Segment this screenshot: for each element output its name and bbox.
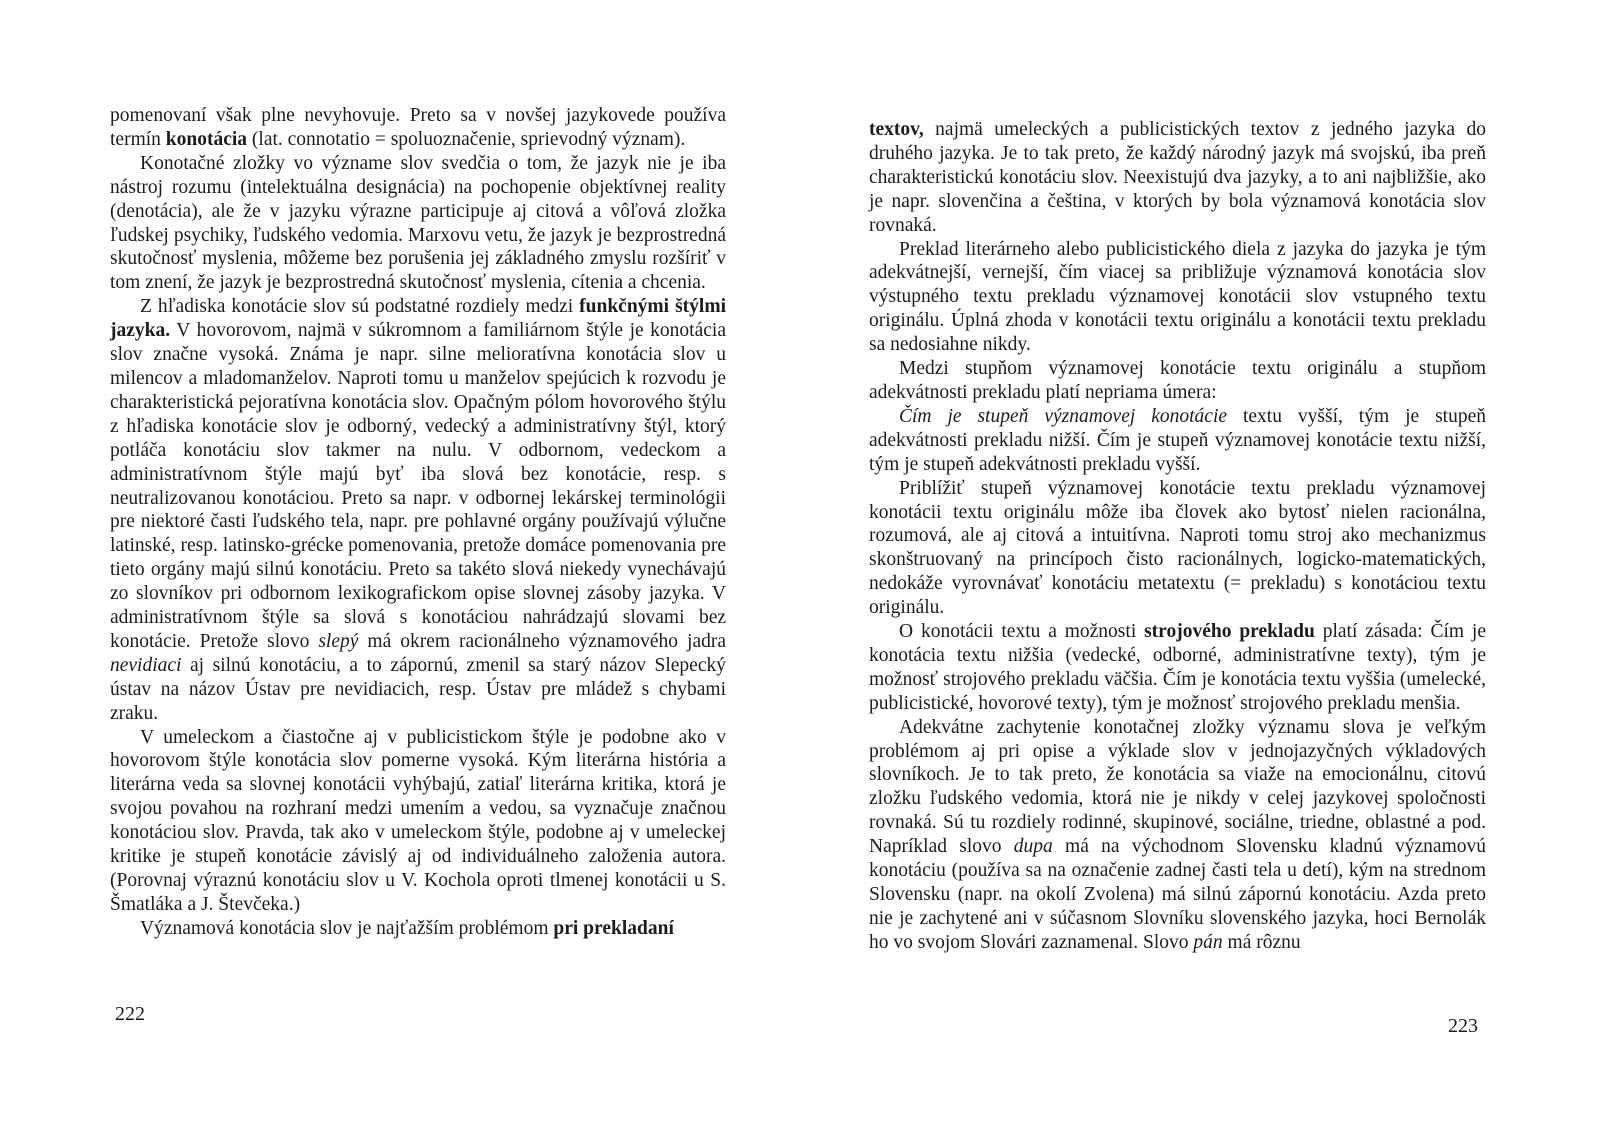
paragraph — [869, 357, 1486, 405]
left-page — [110, 104, 726, 941]
text-run: platí zásada: Čím je konotácia textu nižšia (vedecké, odborné, administratívne texty), tým je možnosť strojového prekladu väčšia. Čím je konotácia textu vyššia (umelecké, publicistické, hovorové texty), tým je možnosť strojového prekladu menšia. — [869, 621, 1486, 714]
bold-term: konotácia — [165, 128, 248, 150]
text-run: najmä umeleckých a publicistických textov z jedného jazyka do druhého jazyka. Je to tak preto, že každý národný jazyk má svojskú, iba preň charakteristickú konotáciu slov. Neexistujú dva jazyky, a to ani najbližšie, ako je napr. slovenčina a čeština, v ktorých by bola významová konotácia slov rovnaká. — [869, 119, 1486, 236]
paragraph — [110, 726, 726, 917]
text-run: V hovorovom, najmä v súkromnom a familiárnom štýle je konotácia slov značne vysoká. Známa je napr. silne melioratívna konotácia slov u milencov a mladomanželov. Naproti tomu u manželov spejúcich k rozvodu je charakteristická pejoratívna konotácia slov. Opačným pólom hovorového štýlu z hľadiska konotácie slov je odborný, vedecký a administratívny štýl, ktorý potláča konotáciu slov takmer na nulu. V odbornom, vedeckom a administratívnom štýle majú byť iba slová bez konotácie, resp. s neutralizovanou konotáciou. Preto sa napr. v odbornej lekárskej terminológii pre niektoré časti ľudského tela, napr. pre pohlavné orgány používajú výlučne latinské, resp. latinsko-grécke pomenovania, pretože domáce pomenovania pre tieto orgány majú silnú konotáciu. Preto sa takéto slová niekedy vynechávajú zo slovníkov pri odbornom lexikografickom opise slovnej zásoby jazyka. V administratívnom štýle sa slová s konotáciou nahrádzajú slovami bez konotácie. Pretože slovo — [110, 320, 726, 652]
text-run: aj silnú konotáciu, a to zápornú, zmenil sa starý názov Slepecký ústav na názov Ústav pre nevidiacich, resp. Ústav pre mládež s chybami zraku. — [110, 654, 726, 724]
text-run: O konotácii textu a možnosti — [899, 621, 1145, 643]
text-run: má okrem racionálneho významového jadra — [358, 630, 726, 652]
text-run: textu vyšší, tým je stupeň adekvátnosti prekladu nižší. Čím je stupeň významovej konotácie textu nižší, tým je stupeň adekvátnosti prekladu vyšší. — [869, 405, 1487, 475]
text-run: Medzi stupňom významovej konotácie textu originálu a stupňom adekvátnosti prekladu platí nepriama úmera: — [869, 358, 1486, 403]
text-run: Konotačné zložky vo význame slov svedčia o tom, že jazyk nie je iba nástroj rozumu (intelektuálna designácia) na pochopenie objektívnej reality (denotácia), ale že v jazyku výrazne participuje aj citová a vôľová zložka ľudskej psychiky, ľudského vedomia. Marxovu vetu, že jazyk je bezprostredná skutočnosť myslenia, môžeme bez porušenia jej základného zmyslu rozšíriť v tom znení, že jazyk je bezprostredná skutočnosť myslenia, cítenia a chcenia. — [110, 152, 726, 294]
page-number-right: 223 — [1448, 1015, 1478, 1037]
text-run: pomenovaní však plne nevyhovuje. Preto sa v novšej jazykovede používa termín — [110, 105, 726, 150]
text-run: (lat. connotatio = spoluoznačenie, sprievodný význam). — [247, 128, 686, 150]
text-run: Z hľadiska konotácie slov sú podstatné rozdiely medzi — [140, 296, 580, 318]
italic-term: Čím je stupeň významovej konotácie — [899, 405, 1228, 427]
italic-term: slepý — [318, 630, 359, 652]
bold-term: textov, — [869, 119, 924, 140]
paragraph — [110, 917, 726, 941]
bold-term: funkčnými štýlmi jazyka. — [110, 296, 726, 342]
bold-term: strojového prekladu — [1144, 621, 1315, 643]
text-run: má na východnom Slovensku kladnú významovú konotáciu (používa sa na označenie zadnej časti tela u detí), kým na strednom Slovensku (napr. na okolí Zvolena) má silnú zápornú konotáciu. Azda preto nie je zachytené ani v súčasnom Slovníku slovenského jazyka, hoci Bernolák ho vo svojom Slovári zaznamenal. Slovo — [869, 836, 1487, 953]
italic-term: dupa — [1013, 836, 1053, 858]
paragraph — [110, 104, 726, 152]
paragraph — [869, 716, 1486, 955]
text-run: Preklad literárneho alebo publicistického diela z jazyka do jazyka je tým adekvátnejší, vernejší, čím viacej sa približuje významová konotácia slov výstupného textu prekladu významovej konotácii slov vstupného textu originálu. Úplná zhoda v konotácii textu originálu a konotácii textu prekladu sa nedosiahne nikdy. — [869, 238, 1486, 356]
paragraph — [869, 620, 1486, 716]
text-run: Významová konotácia slov je najťažším problémom — [140, 917, 554, 939]
italic-term: nevidiaci — [110, 654, 182, 676]
italic-term: pán — [1193, 931, 1223, 953]
paragraph — [110, 295, 726, 725]
right-page — [869, 118, 1486, 955]
paragraph — [110, 152, 726, 295]
paragraph — [869, 238, 1486, 358]
paragraph — [869, 477, 1486, 620]
text-run: má rôznu — [1222, 931, 1301, 953]
text-run: Adekvátne zachytenie konotačnej zložky významu slova je veľkým problémom aj pri opise a výklade slov v jednojazyčných výkladových slovníkoch. Je to tak preto, že konotácia sa viaže na emocionálnu, citovú zložku ľudského vedomia, ktorá nie je nikdy v celej jazykovej spoločnosti rovnaká. Sú tu rozdiely rodinné, skupinové, sociálne, triedne, oblastné a pod. Napríklad slovo — [869, 716, 1486, 858]
bold-term: pri prekladaní — [553, 917, 674, 939]
paragraph — [869, 118, 1486, 238]
page-number-left: 222 — [115, 1003, 145, 1025]
text-run: V umeleckom a čiastočne aj v publicistickom štýle je podobne ako v hovorovom štýle konotácia slov pomerne vysoká. Kým literárna história a literárna veda sa slovnej konotácii vyhýbajú, zatiaľ literárna kritika, ktorá je svojou povahou na rozhraní medzi umením a vedou, sa vyznačuje značnou konotáciou slov. Pravda, tak ako v umeleckom štýle, podobne aj v umeleckej kritike je stupeň konotácie závislý aj od individuálneho založenia autora. (Porovnaj výraznú konotáciu slov u V. Kochola oproti tlmenej konotácii u S. Šmatláka a J. Števčeka.) — [110, 726, 726, 915]
text-run: Priblížiť stupeň významovej konotácie textu prekladu významovej konotácii textu originálu môže iba človek ako bytosť nielen racionálna, rozumová, ale aj citová a intuitívna. Naproti tomu stroj ako mechanizmus skonštruovaný na princípoch čisto racionálnych, logicko-matematických, nedokáže vyrovnávať konotáciu metatextu (= prekladu) s konotáciou textu originálu. — [869, 477, 1486, 619]
paragraph — [869, 405, 1486, 477]
